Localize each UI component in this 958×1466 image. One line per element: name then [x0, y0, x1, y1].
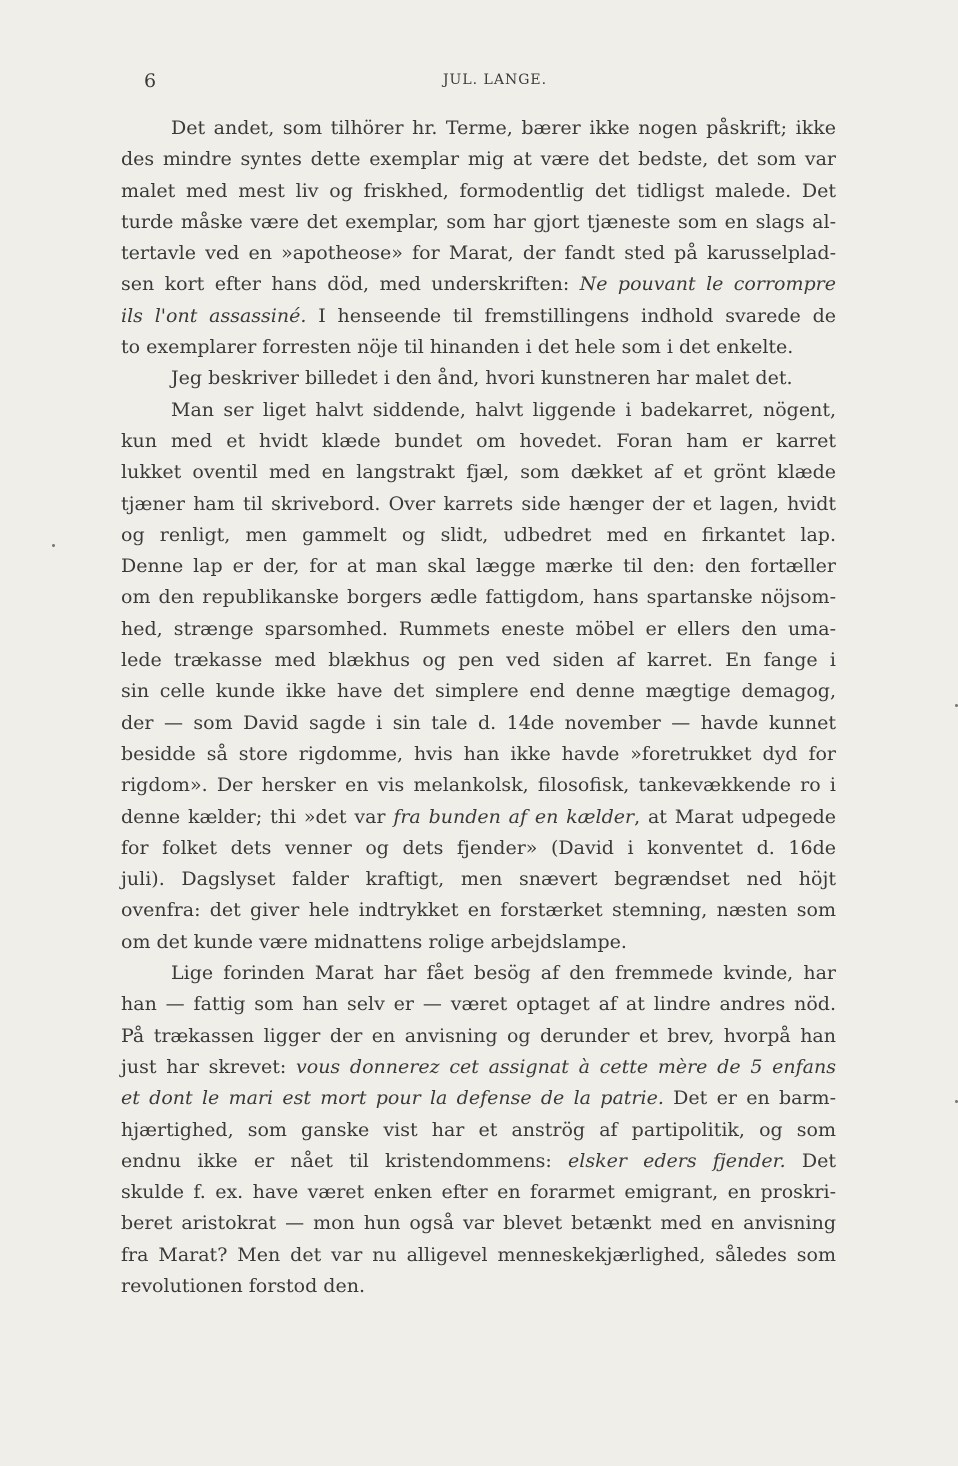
text-line: [121, 1271, 836, 1302]
text-segment: der — som David sagde i sin tale d. 14de november — havde kunnet: [121, 711, 836, 734]
text-segment: og renligt, men gammelt og slidt, udbedret med en firkantet lap.: [121, 523, 836, 546]
italic-segment: elsker eders fjender.: [568, 1149, 786, 1172]
text-segment: denne kælder; thi »det var: [121, 805, 394, 828]
text-segment: endnu ikke er nået til kristendommens:: [121, 1149, 569, 1172]
text-line: [121, 207, 836, 238]
text-segment: Lige forinden Marat har fået besög af den fremmede kvinde, har: [171, 962, 836, 985]
text-segment: sen kort efter hans död, med underskriften:: [121, 273, 580, 296]
text-segment: sin celle kunde ikke have det simplere end denne mægtige demagog,: [121, 680, 836, 703]
text-line: [121, 1177, 836, 1208]
text-line: [121, 489, 836, 520]
text-line: [121, 426, 836, 457]
text-segment: Det er en barm-: [663, 1087, 836, 1110]
text-segment: lukket oventil med en langstrakt fjæl, som dækket af et grönt klæde: [121, 461, 836, 484]
page-header: [144, 70, 836, 98]
text-line: [121, 520, 836, 551]
text-segment: hed, strænge sparsomhed. Rummets eneste möbel er ellers den uma-: [121, 617, 836, 640]
text-segment: besidde så store rigdomme, hvis han ikke havde »foretrukket dyd for: [121, 742, 836, 765]
text-segment: om det kunde være midnattens rolige arbejdslampe.: [121, 930, 627, 953]
text-line: [121, 1083, 836, 1114]
text-line: [121, 551, 836, 582]
text-segment: beret aristokrat — mon hun også var blevet betænkt med en anvisning: [121, 1212, 836, 1235]
text-segment: rigdom». Der hersker en vis melankolsk, filosofisk, tankevækkende ro i: [121, 774, 836, 797]
text-segment: to exemplarer forresten nöje til hinanden i det hele som i det enkelte.: [121, 336, 794, 359]
text-segment: Det: [785, 1149, 836, 1172]
italic-segment: vous donnerez cet assignat à cette mère de 5 enfans: [296, 1055, 836, 1078]
text-segment: Man ser liget halvt siddende, halvt liggende i badekarret, nögent,: [171, 398, 836, 421]
text-segment: skulde f. ex. have været enken efter en forarmet emigrant, en proskri-: [121, 1181, 836, 1204]
text-segment: just har skrevet:: [121, 1055, 297, 1078]
text-line: [121, 363, 836, 394]
text-line: [121, 457, 836, 488]
text-line: [121, 895, 836, 926]
text-segment: des mindre syntes dette exemplar mig at være det bedste, det som var: [121, 148, 836, 171]
text-segment: turde måske være det exemplar, som har gjort tjæneste som en slags al-: [121, 210, 836, 233]
print-speck: [52, 544, 55, 547]
text-line: [121, 269, 836, 300]
text-line: [121, 927, 836, 958]
text-line: [121, 739, 836, 770]
text-segment: han — fattig som han selv er — været optaget af at lindre andres nöd.: [121, 993, 836, 1016]
text-line: [121, 1021, 836, 1052]
text-segment: malet med mest liv og friskhed, formodentlig det tidligst malede. Det: [121, 179, 836, 202]
text-line: [121, 614, 836, 645]
text-line: [121, 1240, 836, 1271]
text-segment: fra Marat? Men det var nu alligevel menneskekjærlighed, således som: [121, 1243, 836, 1266]
text-segment: revolutionen forstod den.: [121, 1274, 365, 1297]
text-segment: På trækassen ligger der en anvisning og derunder et brev, hvorpå han: [121, 1024, 836, 1047]
text-line: [121, 708, 836, 739]
text-line: [121, 645, 836, 676]
text-line: [121, 833, 836, 864]
running-head: JUL. LANGE.: [442, 72, 548, 88]
text-line: [121, 1115, 836, 1146]
text-segment: kun med et hvidt klæde bundet om hovedet. Foran ham er karret: [121, 429, 836, 452]
text-line: [121, 958, 836, 989]
text-line: [121, 176, 836, 207]
page-number: 6: [144, 70, 157, 92]
body-text: [121, 113, 836, 1302]
text-line: [121, 802, 836, 833]
text-line: [121, 864, 836, 895]
text-segment: lede trækasse med blækhus og pen ved siden af karret. En fange i: [121, 649, 836, 672]
text-segment: hjærtighed, som ganske vist har et anströg af partipolitik, og som: [121, 1118, 836, 1141]
text-line: [121, 582, 836, 613]
text-line: [121, 238, 836, 269]
text-line: [121, 1052, 836, 1083]
text-segment: om den republikanske borgers ædle fattigdom, hans spartanske nöjsom-: [121, 586, 836, 609]
text-line: [121, 1208, 836, 1239]
text-line: [121, 301, 836, 332]
text-segment: tjæner ham til skrivebord. Over karrets side hænger der et lagen, hvidt: [121, 492, 836, 515]
text-segment: Jeg beskriver billedet i den ånd, hvori kunstneren har malet det.: [171, 367, 793, 390]
italic-segment: Ne pouvant le corrompre: [579, 273, 836, 296]
text-line: [121, 770, 836, 801]
text-segment: Denne lap er der, for at man skal lægge mærke til den: den fortæller: [121, 555, 836, 578]
text-line: [121, 113, 836, 144]
italic-segment: fra bunden af en kælder: [393, 805, 635, 828]
text-line: [121, 1146, 836, 1177]
text-line: [121, 332, 836, 363]
text-line: [121, 676, 836, 707]
text-line: [121, 989, 836, 1020]
text-segment: for folket dets venner og dets fjender» (David i konventet d. 16de: [121, 836, 836, 859]
text-line: [121, 144, 836, 175]
text-segment: I henseende til fremstillingens indhold svarede de: [306, 304, 836, 327]
italic-segment: et dont le mari est mort pour la defense de la patrie.: [121, 1087, 664, 1110]
text-segment: , at Marat udpegede: [634, 805, 836, 828]
text-segment: tertavle ved en »apotheose» for Marat, der fandt sted på karusselplad-: [121, 242, 836, 265]
text-segment: ovenfra: det giver hele indtrykket en forstærket stemning, næsten som: [121, 899, 836, 922]
text-segment: juli). Dagslyset falder kraftigt, men snævert begrændset ned höjt: [121, 868, 836, 891]
text-segment: Det andet, som tilhörer hr. Terme, bærer ikke nogen påskrift; ikke: [171, 117, 836, 139]
italic-segment: ils l'ont assassiné.: [121, 304, 307, 327]
text-line: [121, 395, 836, 426]
